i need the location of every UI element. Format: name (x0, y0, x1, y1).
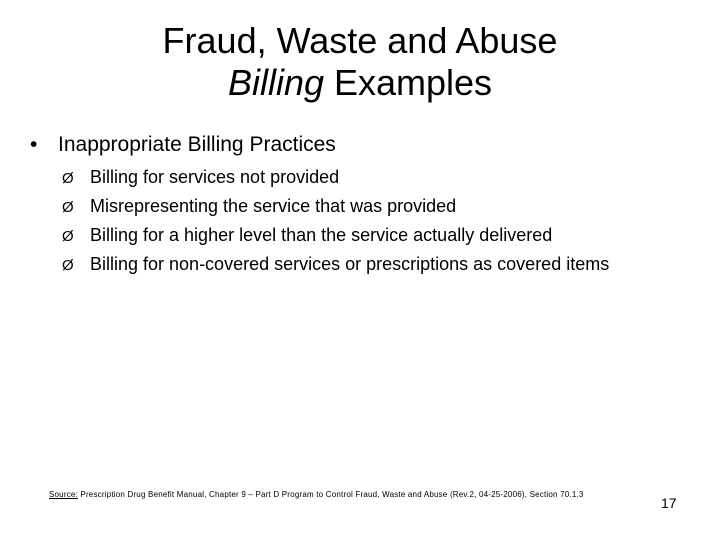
sub-bullet-list (62, 163, 609, 279)
arrow-bullet-icon: Ø (62, 257, 74, 274)
sub-bullet-text: Misrepresenting the service that was provided (90, 196, 457, 216)
main-bullet-text: Inappropriate Billing Practices (58, 133, 336, 156)
source-text: Prescription Drug Benefit Manual, Chapter 9 – Part D Program to Control Fraud, Waste and Abuse (Rev.2, 04-25-2006), Section 70.1.3 (77, 490, 584, 499)
arrow-bullet-icon: Ø (62, 228, 74, 245)
arrow-bullet-icon: Ø (62, 199, 74, 216)
sub-bullet-text: Billing for non-covered services or prescriptions as covered items (90, 254, 610, 274)
sub-bullet-item (62, 250, 609, 279)
title-line-1: Fraud, Waste and Abuse (162, 20, 558, 61)
sub-bullet-item (62, 221, 609, 250)
arrow-bullet-icon: Ø (62, 170, 74, 187)
title-line-2 (60, 62, 660, 104)
sub-bullet-text: Billing for services not provided (90, 167, 340, 187)
title-italic-word: Billing (227, 62, 324, 103)
sub-bullet-item (62, 192, 609, 221)
sub-bullet-item (62, 163, 609, 192)
main-bullet (30, 131, 336, 159)
title-line-2-rest: Examples (323, 62, 493, 103)
source-citation (49, 490, 584, 500)
sub-bullet-text: Billing for a higher level than the service actually delivered (90, 225, 553, 245)
bullet-dot-icon: • (30, 133, 38, 156)
slide-title (60, 20, 660, 104)
source-label: Source: (49, 490, 78, 499)
page-number: 17 (661, 495, 677, 511)
